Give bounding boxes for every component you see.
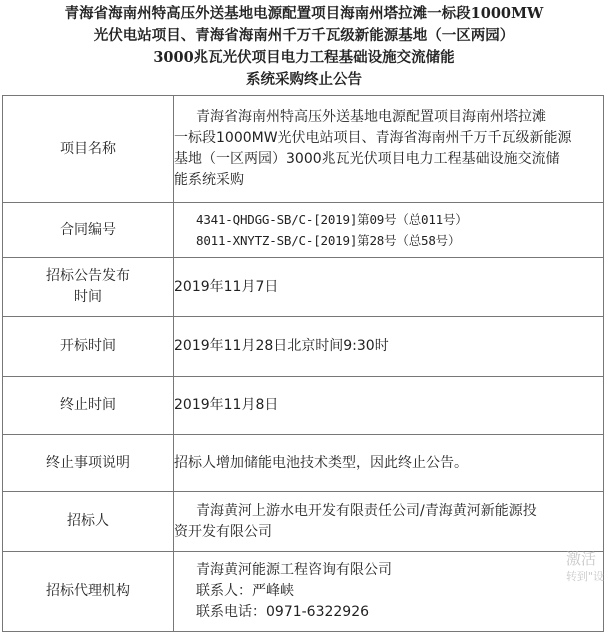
title-line: 3000兆瓦光伏项目电力工程基础设施交流储能 [153,49,455,66]
tenderer-value [174,492,604,552]
agency-line: 青海黄河能源工程咨询有限公司 [196,562,392,578]
announce-date-label-line: 招标公告发布 [46,268,130,284]
tenderer-line: 资开发有限公司 [174,523,272,540]
watermark-line: 转到"设 [565,570,604,583]
reason-value: 招标人增加储能电池技术类型，因此终止公告。 [174,435,604,492]
watermark-line: 激活 [565,550,596,568]
project-name-line: 青海省海南州特高压外送基地电源配置项目海南州塔拉滩 [196,109,546,125]
agency-line: 联系人：严峰峡 [196,583,294,599]
agency-line: 联系电话：0971-6322926 [196,604,370,620]
row-agency [3,552,604,632]
contract-no-label: 合同编号 [3,203,174,258]
row-tenderer [3,492,604,552]
notice-table [2,95,604,632]
reason-label: 终止事项说明 [3,435,174,492]
title-line: 光伏电站项目、青海省海南州千万千瓦级新能源基地（一区两园） [93,27,515,44]
contract-no-value [174,203,604,258]
end-time-label: 终止时间 [3,377,174,435]
row-end-time [3,377,604,435]
end-time-value: 2019年11月8日 [174,377,604,435]
tenderer-label: 招标人 [3,492,174,552]
row-contract-no [3,203,604,258]
row-announce-date [3,258,604,317]
project-name-value [174,96,604,203]
tenderer-line: 青海黄河上游水电开发有限责任公司/青海黄河新能源投 [196,502,537,519]
project-name-line: 基地（一区两园）3000兆瓦光伏项目电力工程基础设施交流储 [174,151,560,167]
title-line: 系统采购终止公告 [246,71,362,88]
title-line: 青海省海南州特高压外送基地电源配置项目海南州塔拉滩一标段1000MW [64,5,544,22]
announce-date-label-line: 时间 [74,289,102,305]
project-name-label: 项目名称 [3,96,174,203]
activation-watermark [566,550,604,586]
open-time-label: 开标时间 [3,317,174,377]
contract-no-line: 8011-XNYTZ-SB/C-[2019]第28号（总58号） [196,233,461,248]
open-time-value: 2019年11月28日北京时间9:30时 [174,317,604,377]
agency-label: 招标代理机构 [3,552,174,632]
announce-date-value: 2019年11月7日 [174,258,604,317]
row-open-time [3,317,604,377]
contract-no-line: 4341-QHDGG-SB/C-[2019]第09号（总011号） [196,212,468,227]
announce-date-label [3,258,174,317]
project-name-line: 一标段1000MW光伏电站项目、青海省海南州千万千瓦级新能源 [174,130,572,146]
agency-value [174,552,604,632]
notice-title [0,0,608,91]
row-project-name [3,96,604,203]
row-reason [3,435,604,492]
project-name-line: 能系统采购 [174,172,244,188]
